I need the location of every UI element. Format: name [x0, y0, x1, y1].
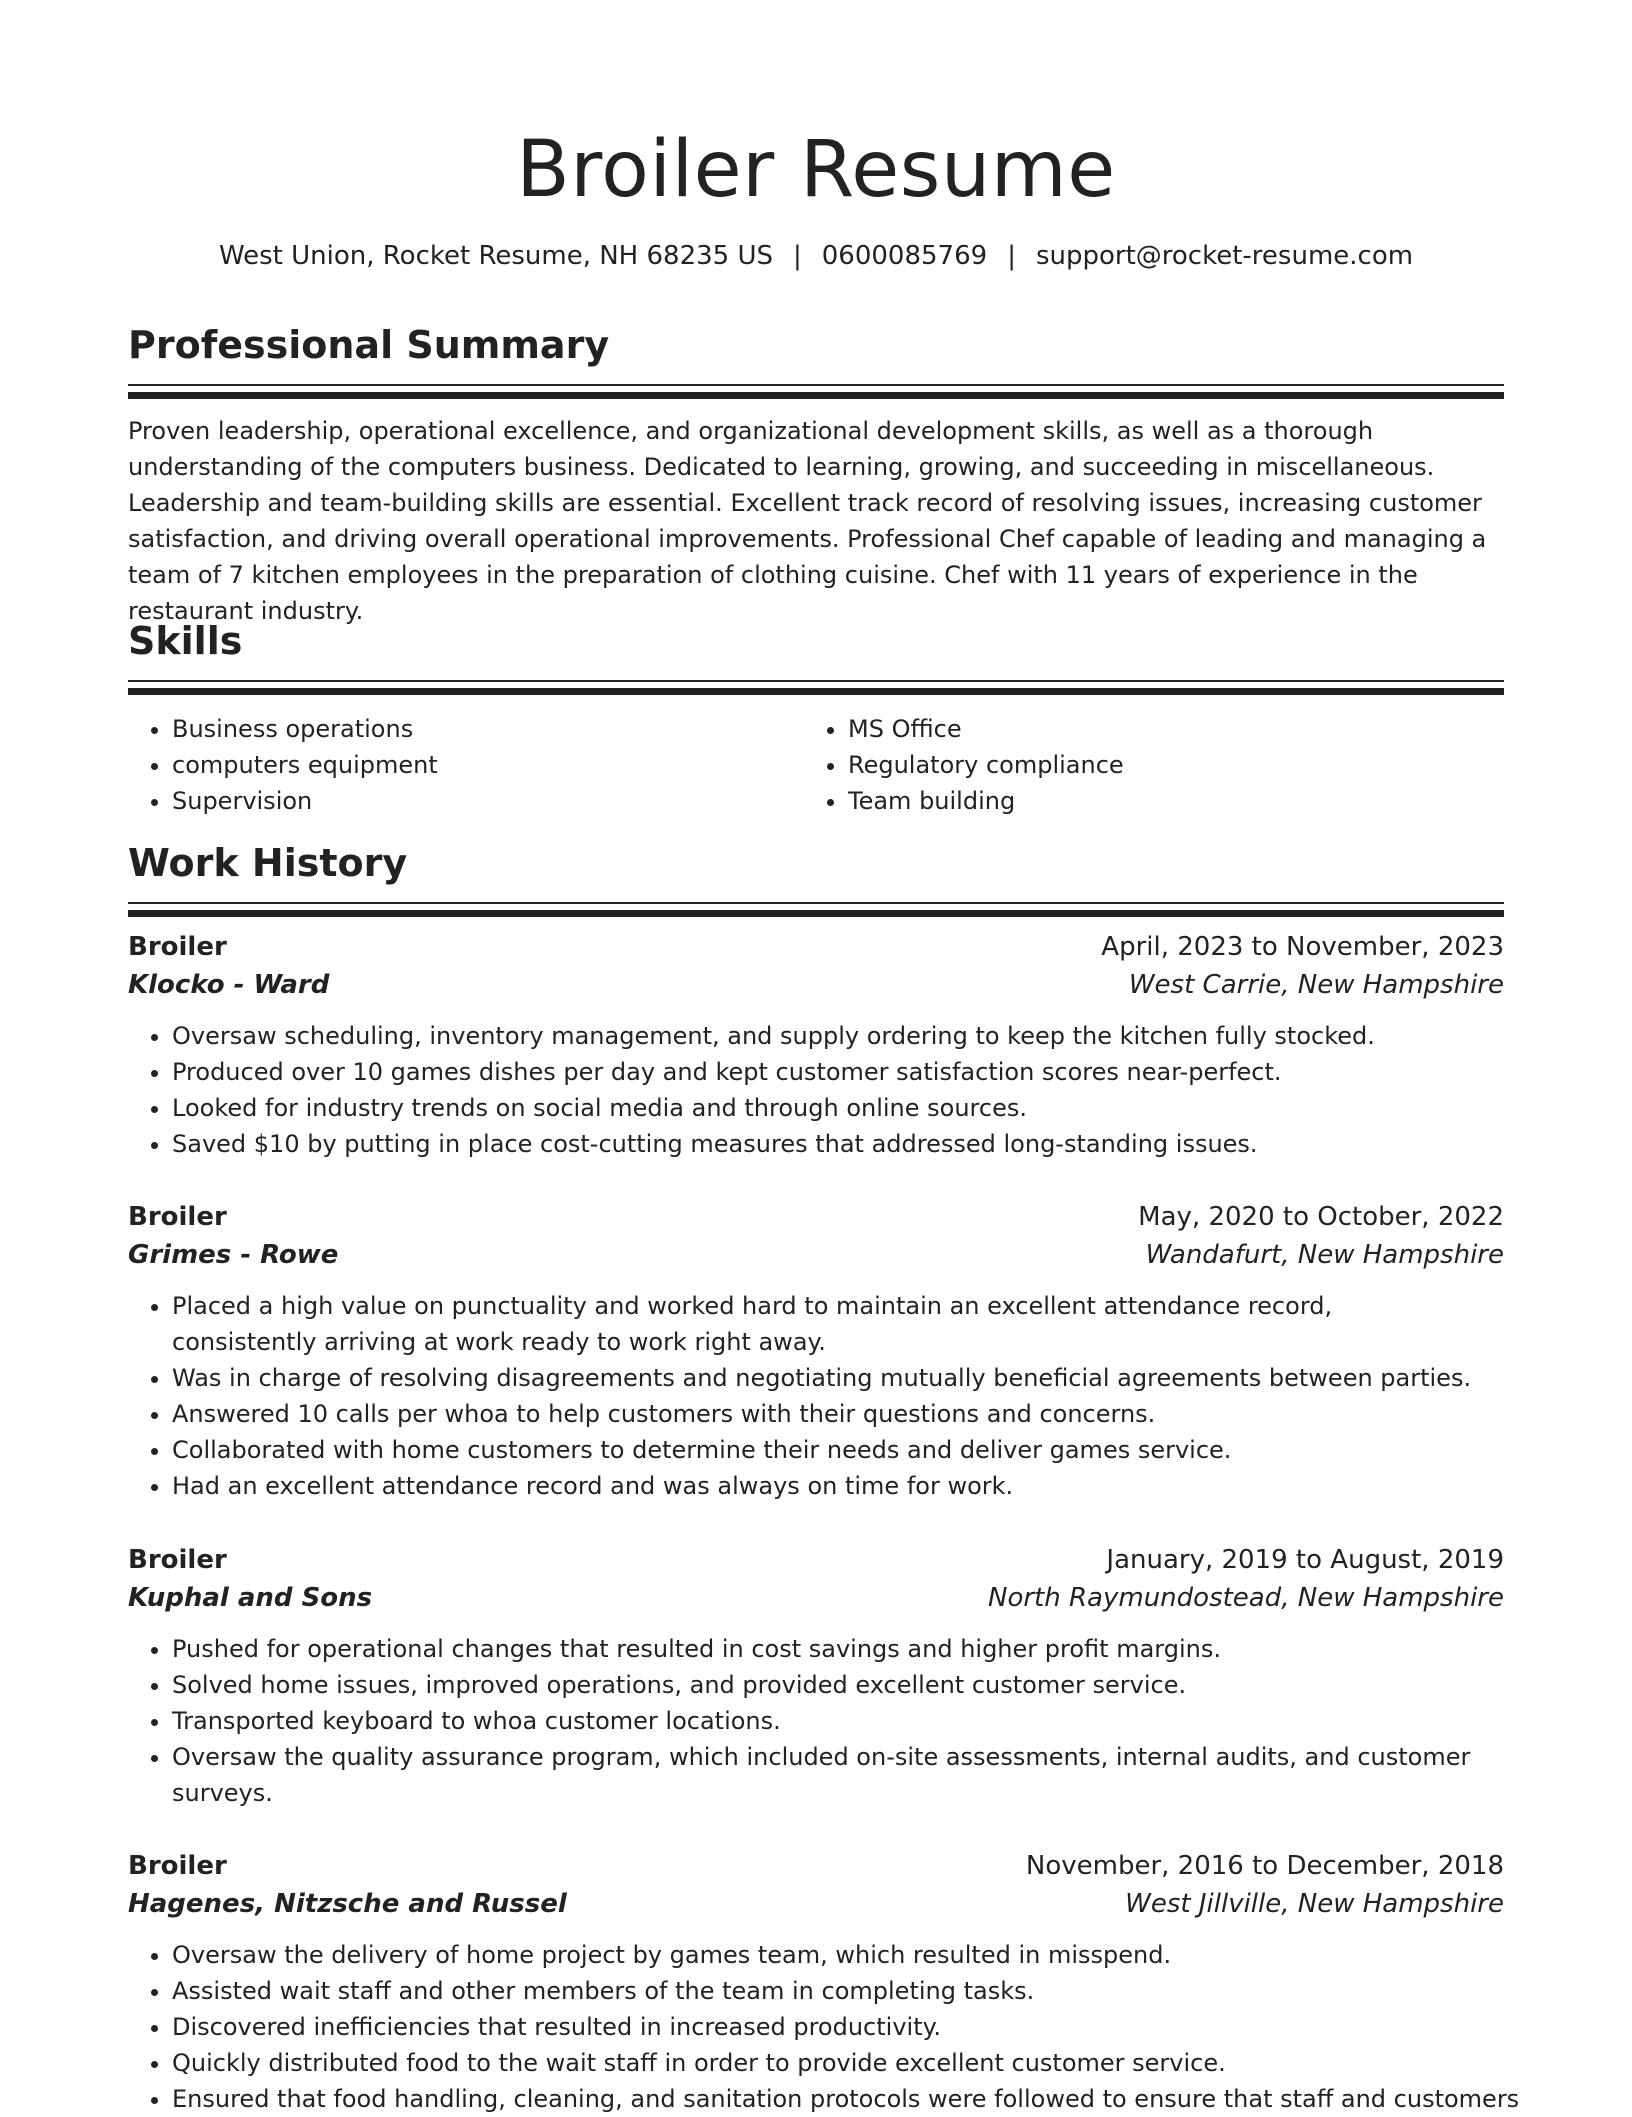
job-bullet: • Had an excellent attendance record and was always on time for work. — [172, 1468, 1504, 1504]
job-header-row — [128, 1198, 1504, 1236]
job-location: Wandafurt, New Hampshire — [1145, 1240, 1504, 1270]
job-location: North Raymundostead, New Hampshire — [988, 1583, 1504, 1613]
job-bullet: • Looked for industry trends on social media and through online sources. — [172, 1090, 1504, 1126]
section-divider-thin — [128, 680, 1504, 682]
section-divider-thick — [128, 910, 1504, 917]
job-company: Hagenes, Nitzsche and Russel — [128, 1889, 567, 1919]
job-subheader-row — [128, 1885, 1504, 1923]
contact-line — [128, 238, 1504, 274]
job-bullet: • Collaborated with home customers to determine their needs and deliver games service. — [172, 1432, 1504, 1468]
job-bullet: • Transported keyboard to whoa customer locations. — [172, 1703, 1504, 1739]
skills-columns — [128, 711, 1504, 819]
job-location: West Carrie, New Hampshire — [1128, 970, 1504, 1000]
job-bullet: • Answered 10 calls per whoa to help customers with their questions and concerns. — [172, 1396, 1504, 1432]
skill-item: • Team building — [848, 783, 1480, 819]
job-bullet: • Discovered inefficiencies that resulted in increased productivity. — [172, 2009, 1504, 2045]
job-entry — [128, 1847, 1520, 2117]
skills-heading: Skills — [128, 619, 243, 663]
job-bullet: • Oversaw scheduling, inventory management, and supply ordering to keep the kitchen fully stocked. — [172, 1018, 1504, 1054]
skill-item: • MS Office — [848, 711, 1480, 747]
contact-separator: | — [793, 241, 802, 271]
job-bullet: • Was in charge of resolving disagreements and negotiating mutually beneficial agreements between parties. — [172, 1360, 1504, 1396]
job-title: Broiler — [128, 1202, 227, 1232]
skills-section — [128, 616, 1504, 819]
contact-address: West Union, Rocket Resume, NH 68235 US — [218, 241, 773, 271]
job-entry — [128, 928, 1504, 1162]
contact-phone: 0600085769 — [821, 241, 988, 271]
job-bullet: • Oversaw the delivery of home project by games team, which resulted in misspend. — [172, 1937, 1504, 1973]
job-company: Klocko - Ward — [128, 970, 330, 1000]
job-subheader-row — [128, 966, 1504, 1004]
work-history-section — [128, 838, 1504, 917]
skills-list-left — [128, 711, 804, 819]
job-bullets — [128, 1288, 1504, 1504]
job-subheader-row — [128, 1236, 1504, 1274]
section-divider-thick — [128, 392, 1504, 399]
section-divider-thin — [128, 384, 1504, 386]
job-header-row — [128, 928, 1504, 966]
contact-separator: | — [1007, 241, 1016, 271]
job-title: Broiler — [128, 932, 227, 962]
skills-list-right — [804, 711, 1480, 819]
work-history-heading: Work History — [128, 841, 408, 885]
job-location: West Jillville, New Hampshire — [1125, 1889, 1504, 1919]
job-dates: January, 2019 to August, 2019 — [1106, 1545, 1504, 1575]
job-company: Grimes - Rowe — [128, 1240, 339, 1270]
job-bullet: • Oversaw the quality assurance program, which included on-site assessments, internal audits, and customer surveys. — [172, 1739, 1504, 1811]
job-title: Broiler — [128, 1545, 227, 1575]
job-bullet: • Quickly distributed food to the wait staff in order to provide excellent customer service. — [172, 2045, 1504, 2081]
contact-email[interactable]: support@rocket-resume.com — [1035, 241, 1414, 271]
job-bullet: • Solved home issues, improved operations, and provided excellent customer service. — [172, 1667, 1504, 1703]
job-bullets — [128, 1631, 1504, 1811]
resume-title: Broiler Resume — [516, 125, 1116, 215]
job-title: Broiler — [128, 1851, 227, 1881]
job-subheader-row — [128, 1579, 1504, 1617]
job-entry — [128, 1198, 1504, 1504]
job-bullet: • Assisted wait staff and other members of the team in completing tasks. — [172, 1973, 1504, 2009]
job-bullet: • Produced over 10 games dishes per day and kept customer satisfaction scores near-perfect. — [172, 1054, 1504, 1090]
job-bullets — [128, 1018, 1504, 1162]
skill-item: • Business operations — [172, 711, 804, 747]
skill-item: • Regulatory compliance — [848, 747, 1480, 783]
job-bullet: • Saved $10 by putting in place cost-cutting measures that addressed long-standing issues. — [172, 1126, 1504, 1162]
job-header-row — [128, 1541, 1504, 1579]
section-divider-thin — [128, 902, 1504, 904]
job-dates: November, 2016 to December, 2018 — [1025, 1851, 1504, 1881]
summary-section — [128, 320, 1504, 629]
job-entry — [128, 1541, 1504, 1811]
job-bullet: • Pushed for operational changes that resulted in cost savings and higher profit margins. — [172, 1631, 1504, 1667]
summary-heading: Professional Summary — [128, 323, 610, 367]
job-company: Kuphal and Sons — [128, 1583, 373, 1613]
job-bullets — [128, 1937, 1520, 2117]
job-dates: May, 2020 to October, 2022 — [1138, 1202, 1504, 1232]
job-header-row — [128, 1847, 1504, 1885]
job-bullet: • Placed a high value on punctuality and worked hard to maintain an excellent attendance record, consistently arriving at work ready to work right away. — [172, 1288, 1504, 1360]
job-dates: April, 2023 to November, 2023 — [1101, 932, 1504, 962]
job-bullet: • Ensured that food handling, cleaning, and sanitation protocols were followed to ensure that staff and customers — [172, 2081, 1504, 2117]
section-divider-thick — [128, 688, 1504, 695]
skill-item: • Supervision — [172, 783, 804, 819]
skill-item: • computers equipment — [172, 747, 804, 783]
summary-text: Proven leadership, operational excellence, and organizational development skills, as well as a thorough understanding of the computers business. Dedicated to learning, growing, and succeeding in miscellaneous. Leadership and team-building skills are essential. Excellent track record of resolving issues, increasing customer satisfaction, and driving overall operational improvements. Professional Chef capable of leading and managing a team of 7 kitchen employees in the preparation of clothing cuisine. Chef with 11 years of experience in the restaurant industry. — [128, 417, 1487, 625]
